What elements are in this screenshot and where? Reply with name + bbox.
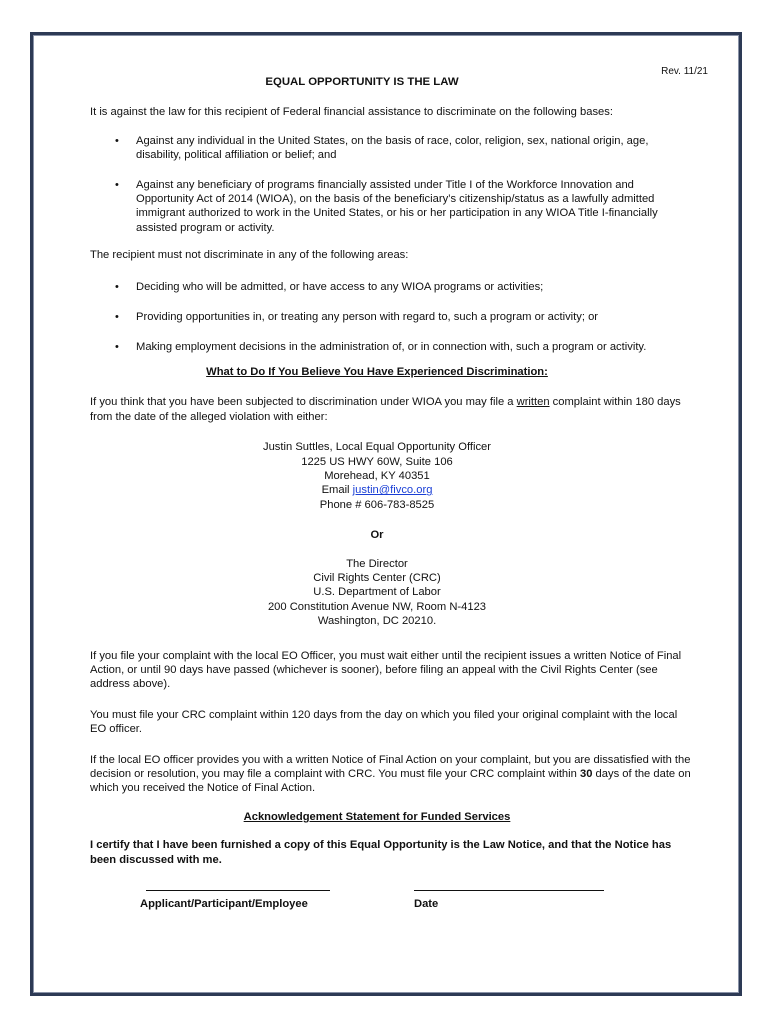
written-emphasis: written bbox=[516, 396, 550, 409]
acknowledgement-heading: Acknowledgement Statement for Funded Services bbox=[243, 810, 511, 823]
applicant-signature-line[interactable] bbox=[146, 889, 330, 891]
list-item: • Against any beneficiary of programs financially assisted under Title I of the Workforce Innovation and Opportunity Act of 2014 (WIOA), on the basis of the beneficiary’s citizenship/status as a lawfully admitted immigrant authorized to work in the United States, or his or her participation in any WIOA Title I-financially assisted program or activity. bbox=[60, 178, 694, 236]
crc-line: Civil Rights Center (CRC) bbox=[313, 571, 441, 584]
email-link[interactable]: justin@fivco.org bbox=[352, 484, 433, 497]
days-emphasis: 30 bbox=[579, 768, 593, 780]
list-item: • Against any individual in the United States, on the basis of race, color, religion, sex, national origin, age, disability, political affiliation or belief; and bbox=[60, 134, 694, 163]
list-item: • Deciding who will be admitted, or have access to any WIOA programs or activities; bbox=[60, 280, 694, 294]
eo-officer-paragraph: If you file your complaint with the local EO Officer, you must wait either until the recipient issues a written Notice of Final Action, or until 90 days have passed (whichever is sooner), before filing an appeal with the Civil Rights Center (see address above). bbox=[90, 649, 682, 691]
areas-intro: The recipient must not discriminate in any of the following areas: bbox=[90, 249, 409, 262]
local-contact-name: Justin Suttles, Local Equal Opportunity Officer bbox=[262, 441, 491, 454]
filing-deadline-paragraph: You must file your CRC complaint within 120 days from the day on which you filed your original complaint with the local EO officer. bbox=[90, 708, 678, 736]
local-contact-email-line: Email justin@fivco.org bbox=[321, 484, 433, 497]
applicant-signature-label: Applicant/Participant/Employee bbox=[140, 898, 308, 911]
bases-list bbox=[60, 134, 694, 235]
crc-line: 200 Constitution Avenue NW, Room N-4123 bbox=[267, 600, 487, 613]
areas-list bbox=[60, 280, 694, 355]
date-signature-line[interactable] bbox=[414, 889, 604, 891]
intro-paragraph: It is against the law for this recipient of Federal financial assistance to discriminate on the following bases: bbox=[90, 106, 613, 119]
or-separator: Or bbox=[370, 529, 384, 542]
crc-line: The Director bbox=[346, 557, 408, 570]
file-complaint-paragraph: If you think that you have been subjected to discrimination under WIOA you may file a written complaint within 180 days from the date of the alleged violation with either: bbox=[90, 396, 681, 423]
local-contact-address2: Morehead, KY 40351 bbox=[324, 469, 430, 482]
crc-line: U.S. Department of Labor bbox=[313, 586, 441, 599]
crc-line: Washington, DC 20210. bbox=[317, 615, 437, 628]
local-contact-block bbox=[60, 440, 694, 512]
local-contact-address1: 1225 US HWY 60W, Suite 106 bbox=[301, 455, 453, 468]
what-to-do-heading: What to Do If You Believe You Have Experienced Discrimination: bbox=[206, 365, 548, 378]
revision-label: Rev. 11/21 bbox=[661, 66, 708, 77]
crc-contact-block bbox=[60, 557, 694, 629]
signature-area bbox=[60, 889, 694, 929]
list-item: • Making employment decisions in the administration of, or in connection with, such a program or activity. bbox=[60, 340, 694, 354]
list-item: • Providing opportunities in, or treating any person with regard to, such a program or activity; or bbox=[60, 310, 694, 324]
document-title: EQUAL OPPORTUNITY IS THE LAW bbox=[265, 76, 459, 88]
local-contact-phone: Phone # 606-783-8525 bbox=[319, 498, 435, 511]
certify-statement: I certify that I have been furnished a copy of this Equal Opportunity is the Law Notice, and that the Notice has been discussed with me. bbox=[90, 839, 672, 866]
date-label: Date bbox=[414, 898, 439, 911]
dissatisfied-paragraph: If the local EO officer provides you with a written Notice of Final Action on your complaint, but you are dissatisfied with the decision or resolution, you may file a complaint with CRC. You must file your CRC complaint within 30 days of the date on which you received the Notice of Final Action. bbox=[90, 753, 691, 795]
document-body bbox=[60, 60, 694, 929]
